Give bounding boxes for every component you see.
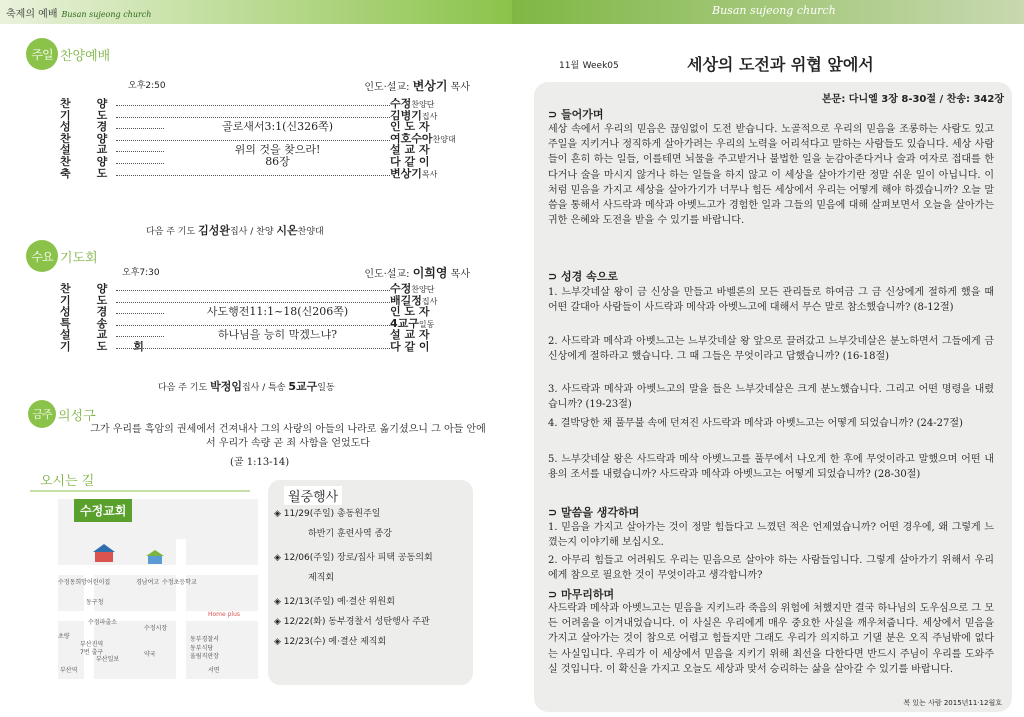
order-label: 축도	[60, 167, 134, 180]
order-detail: 골로새서3:1(신326쪽)	[165, 121, 390, 133]
footer-note: 복 있는 사람 2015년11·12월호	[903, 699, 1002, 707]
order-row	[60, 306, 470, 318]
sunday-order	[60, 98, 470, 179]
sunday-badge: 주일	[26, 38, 58, 70]
order-person: 변상기목사	[390, 167, 438, 180]
school-icon	[146, 549, 164, 565]
left-header	[0, 0, 512, 24]
map-label: 약국	[144, 651, 156, 658]
right-header	[512, 0, 1024, 24]
order-person: 인 도 자	[390, 121, 430, 133]
sunday-time: 오후2:50	[128, 81, 166, 91]
map-label: 수정시장	[144, 625, 168, 632]
order-label: 찬양	[60, 132, 134, 145]
map-label: 경남여고	[136, 579, 160, 586]
wednesday-badge: 수요	[26, 240, 58, 272]
reflect-1: 1. 믿음을 가지고 살아가는 것이 정말 힘들다고 느꼈던 적은 언제였습니까? 어떤 경우에, 왜 그렇게 느꼈는지 이야기해 보십시오.	[548, 522, 994, 549]
directions-map	[58, 499, 258, 679]
heading-scripture: ⊃ 성경 속으로	[548, 270, 619, 283]
order-label: 기도	[60, 294, 134, 307]
header-title: 축제의 예배	[6, 9, 58, 20]
diamond-icon: ◈	[274, 637, 284, 647]
map-label: 수정파출소	[88, 619, 117, 626]
order-person: 다 같 이	[390, 155, 430, 168]
order-row	[60, 144, 470, 156]
order-label: 찬양	[60, 155, 134, 168]
question-3: 3. 사드락과 메삭과 아벳느고의 말을 들은 느부갓네살은 크게 분노했습니다. 그리고 어떤 명령을 내렸습니까? (19-23절)	[548, 384, 994, 411]
event-item: ◈ 12/13(주일) 예·결산 위원회	[274, 597, 395, 607]
diamond-icon: ◈	[274, 597, 284, 607]
map-label: 동부식당	[190, 645, 214, 652]
wednesday-next: 다음 주 기도 박정임집사 / 특송 5교구일동	[158, 380, 335, 393]
order-label: 성경	[60, 121, 134, 133]
heading-closing: ⊃ 마무리하며	[548, 588, 615, 601]
verse-section-heading	[28, 400, 96, 428]
church-label: 수정교회	[74, 499, 132, 522]
verse-badge: 금주	[28, 400, 56, 428]
question-2: 2. 사드락과 메삭과 아벳느고는 느부갓네살 왕 앞으로 끌려갔고 느부갓네살은 분노하면서 그들에게 금 신상에게 절하라고 했습니다. 그 때 그들은 무엇이라고 답했습니까? (16-18절)	[548, 336, 994, 363]
order-person: 배길정집사	[390, 294, 438, 307]
sermon-title: 세상의 도전과 위협 앞에서	[687, 55, 874, 74]
map-label: 초량	[58, 633, 70, 640]
order-row	[60, 329, 470, 341]
event-item: ◈ 12/22(화) 동부경찰서 성탄행사 주관	[274, 617, 430, 627]
map-label: 부산일보	[96, 656, 120, 663]
sunday-title: 찬양예배	[60, 48, 111, 64]
verse-text: 그가 우리를 흑암의 권세에서 건져내사 그의 사랑의 아들의 나라로 옮기셨으니 그 아들 안에서 우리가 속량 곧 죄 사함을 얻었도다	[90, 424, 486, 449]
diamond-icon: ◈	[274, 509, 284, 519]
order-person: 설 교 자	[390, 144, 430, 156]
map-label: 울림직판장	[190, 653, 219, 660]
order-label: 설교	[60, 144, 134, 156]
right-page	[512, 0, 1024, 717]
order-label: 설교	[60, 329, 134, 341]
order-label: 찬양	[60, 283, 134, 295]
diamond-icon: ◈	[274, 617, 284, 627]
question-1: 1. 느부갓네살 왕이 금 신상을 만들고 바벨론의 모든 관리들로 하여금 그 금 신상에게 절하게 했을 때 어떤 갈대아 사람들이 사드락과 메삭과 아벳느고에 대해서 무슨 말로 참소했습니까? (8-12절)	[548, 287, 994, 314]
reflect-2: 2. 아무리 힘들고 어려워도 우리는 믿음으로 살아야 하는 사람들입니다. 그렇게 살아가기 위해서 우리에게 참으로 필요한 것이 무엇이라고 생각합니까?	[548, 555, 994, 582]
events-title: 월중행사	[284, 486, 342, 505]
order-label: 찬양	[60, 98, 134, 110]
event-item: ◈ 12/23(수) 예·결산 제직회	[274, 637, 387, 647]
wednesday-leader: 인도·설교: 이희영 목사	[364, 266, 470, 280]
verse-reference: (골 1:13-14)	[230, 457, 290, 468]
verse-title: 의성구	[58, 408, 96, 424]
order-row	[60, 156, 470, 168]
event-item: 하반기 훈련사역 종강	[308, 529, 392, 539]
header-script: Busan sujeong church	[61, 10, 152, 19]
map-label: 동구청	[86, 599, 104, 606]
paragraph-closing: 사드락과 메삭과 아벳느고는 믿음을 지키느라 죽음의 위험에 처했지만 결국 하나님의 도우심으로 그 모든 어려움을 이겨내었습니다. 이 사실은 우리에게 매우 중요한 사실을 깨우쳐줍니다. 세상에서 믿음을 가지고 살아가는 것이 참으로 어렵고 힘들지만 그래도 우리가 의지하고 기댈 분은 오직 주님밖에 없다는 사실입니다. 우리가 이 세상에서 믿음을 지키기 위해 최선을 다한다면 반드시 주님이 우리를 도와주실 것입니다. 이 확신을 가지고 오늘도 세상과 맞서 승리하는 삶을 살아갈 수 있기를 바랍니다.	[548, 603, 994, 675]
directions-divider	[30, 490, 250, 492]
order-row	[60, 283, 470, 295]
order-label: 특송	[60, 317, 134, 330]
heading-intro: ⊃ 들어가며	[548, 108, 604, 121]
order-person: 인 도 자	[390, 306, 430, 318]
map-label: 부산역	[60, 667, 78, 674]
paragraph-intro: 세상 속에서 우리의 믿음은 끊임없이 도전 받습니다. 노골적으로 우리의 믿음을 조롱하는 사람도 있고 주일을 지키거나 정직하게 살아가려는 우리의 노력을 어리석다고 말하는 사람들도 있습니다. 세상 사람들이 흔히 하는 일들, 이를테면 뇌물을 주고받거나 불법한 일을 눈감아준다거나 술과 여자로 접대를 한다거나 술을 마시지 않거나 하는 일들을 하지 않고 이 세상을 살아가기란 정말 쉬운 일이 아닙니다. 이처럼 믿음을 가지고 세상을 살아가기가 너무나 힘든 세상에서 우리는 어떻게 해야 하겠습니까? 오늘 말씀을 통해서 사드락과 메삭과 아벳느고가 경험한 일과 그들의 믿음에 대해 살펴보면서 오늘을 살아가는 귀한 은혜와 도전을 받을 수 있기를 바랍니다.	[548, 124, 994, 227]
order-row	[60, 110, 470, 122]
map-label: 서면	[208, 667, 220, 674]
order-person: 설 교 자	[390, 329, 430, 341]
right-header-script: Busan sujeong church	[712, 4, 836, 17]
order-row	[60, 318, 470, 330]
sunday-next: 다음 주 기도 김성완집사 / 찬양 시온찬양대	[146, 224, 324, 237]
order-row	[60, 121, 470, 133]
map-label: 7번 출구	[80, 649, 104, 656]
order-row	[60, 168, 470, 180]
diamond-icon: ◈	[274, 553, 284, 563]
question-4: 4. 결박당한 채 풀무불 속에 던져진 사드락과 메삭과 아벳느고는 어떻게 되었습니까? (24-27절)	[548, 418, 963, 429]
wednesday-title: 기도회	[60, 250, 98, 266]
order-person: 4교구일동	[390, 317, 435, 330]
order-person: 수정찬양단	[390, 98, 435, 110]
order-person: 수정찬양단	[390, 283, 435, 295]
order-row	[60, 133, 470, 145]
sunday-leader: 인도·설교: 변상기 목사	[364, 79, 470, 93]
sunday-section-heading	[26, 38, 110, 70]
order-row	[60, 98, 470, 110]
event-item: ◈ 12/06(주일) 장로/집사 피택 공동의회	[274, 553, 433, 563]
event-item: 제직회	[308, 573, 335, 583]
order-person: 여호수아찬양대	[390, 132, 456, 145]
order-detail: 사도행전11:1~18(신206쪽)	[165, 306, 390, 318]
church-icon	[92, 543, 116, 563]
sermon-week: 11월 Week05	[559, 61, 619, 71]
map-label: 동부경찰서	[190, 636, 219, 643]
order-person: 다 같 이	[390, 340, 430, 353]
order-label: 기도회	[60, 340, 170, 353]
order-person: 김병기집사	[390, 109, 438, 122]
order-row	[60, 295, 470, 307]
heading-reflect: ⊃ 말씀을 생각하며	[548, 506, 640, 519]
map-label: 부산진역	[80, 641, 104, 648]
order-detail: 하나님을 능히 막겠느냐?	[165, 329, 390, 341]
map-label: 수정초등학교	[162, 579, 197, 586]
order-detail: 위의 것을 찾으라!	[165, 144, 390, 156]
order-row	[60, 341, 470, 353]
question-5: 5. 느부갓네살 왕은 사드락과 메삭 아벳느고를 풀무에서 나오게 한 후에 무엇이라고 말했으며 어떤 내용의 조서를 내렸습니까? 사드락과 메삭과 아벳느고는 어떻게 되었습니까? (28-30절)	[548, 454, 994, 481]
sermon-scripture: 본문: 다니엘 3장 8-30절 / 찬송: 342장	[822, 94, 1004, 105]
wednesday-order	[60, 283, 470, 353]
wednesday-section-heading	[26, 240, 98, 272]
order-detail: 86장	[165, 156, 390, 168]
map-label: Home plus	[208, 611, 241, 618]
order-label: 성경	[60, 306, 134, 318]
map-label: 수정동희망어린이집	[58, 579, 111, 586]
directions-title: 오시는 길	[40, 474, 95, 489]
wednesday-time: 오후7:30	[122, 268, 160, 278]
order-label: 기도	[60, 109, 134, 122]
events-box	[268, 480, 473, 685]
event-item: ◈ 11/29(주일) 총동원주일	[274, 509, 381, 519]
